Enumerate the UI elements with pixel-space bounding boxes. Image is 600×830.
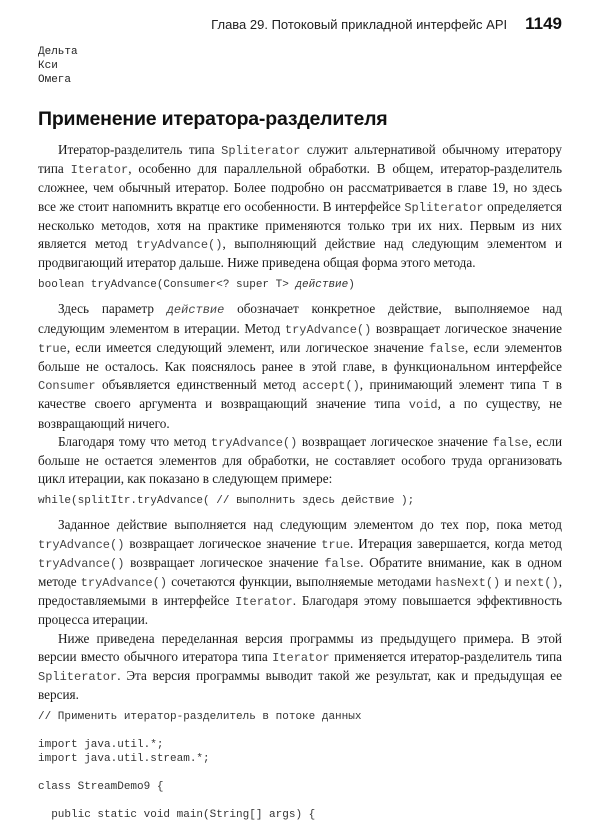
paragraph-spliterator-intro: Итератор-разделитель типа Spliterator служит альтернативой обычному итератору типа Iterator, особенно для параллельной обработки. В общем, итератор-разделитель сложнее, чем обычный итератор. Более подробно он рассматривается в главе 19, но здесь все же стоит напомнить вкратце его особенности. В интерфейсе Spliterator определяется несколько методов, хотя на практике применяются только три их них. Первым из них является метод tryAdvance(), выполняющий действие над следующим элементом и продвигающий итератор дальше. Ниже приведена общая форма этого метода. <box>38 142 563 271</box>
output-line: Кси <box>38 60 58 72</box>
body-text <box>38 141 562 830</box>
paragraph-program-intro: Ниже приведена переделанная версия программы из предыдущего примера. В этой версии вместо обычного итератора типа Iterator применяется итератор-разделитель типа Spliterator. Эта версия программы выводит такой же результат, как и предыдущая ее версия. <box>38 630 562 703</box>
code-main-declaration: public static void main(String[] args) { <box>38 809 316 822</box>
section-title: Применение итератора-разделителя <box>38 108 388 130</box>
code-class-declaration: class StreamDemo9 { <box>38 781 164 794</box>
chapter-title: Глава 29. Потоковый прикладной интерфейс API <box>211 17 508 32</box>
output-line: Омега <box>38 74 72 86</box>
page-number: 1149 <box>525 14 562 33</box>
paragraph-loop-explanation: Заданное действие выполняется над следующим элементом до тех пор, пока метод tryAdvance() возвращает логическое значение true. Итерация завершается, когда метод tryAdvance() возвращает логическое значение false. Обратите внимание, как в одном методе tryAdvance() сочетаются функции, выполняемые методами hasNext() и next(), предоставляемыми в интерфейсе Iterator. Благодаря этому повышается эффективность процесса итерации. <box>38 517 562 628</box>
code-stream-demo <box>38 710 562 822</box>
program-output <box>38 45 78 87</box>
paragraph-action-param: Здесь параметр действие обозначает конкретное действие, выполняемое над следующим элементом в итерации. Метод tryAdvance() возвращает логическое значение true, если имеется следующий элемент, или логическое значение false, если элементов больше не осталось. Как пояснялось ранее в этой главе, в функциональном интерфейсе Consumer объявляется единственный метод accept(), принимающий элемент типа T в качестве своего аргумента и возвращающий значение типа void, а по существу, не возвращающий ничего. <box>38 301 563 431</box>
code-try-advance-signature: boolean tryAdvance(Consumer<? super T> действие) <box>38 279 355 292</box>
running-header <box>30 14 562 34</box>
code-import: import java.util.stream.*; <box>38 753 210 766</box>
code-while-loop: while(splitItr.tryAdvance( // выполнить здесь действие ); <box>38 495 415 508</box>
output-line: Дельта <box>38 46 78 58</box>
paragraph-loop-intro: Благодаря тому что метод tryAdvance() возвращает логическое значение false, если больше не остается элементов для обработки, не составляет особого труда организовать цикл итерации, как показано в следующем примере: <box>38 433 562 487</box>
code-comment: // Применить итератор-разделитель в потоке данных <box>38 711 362 724</box>
code-import: import java.util.*; <box>38 739 164 752</box>
